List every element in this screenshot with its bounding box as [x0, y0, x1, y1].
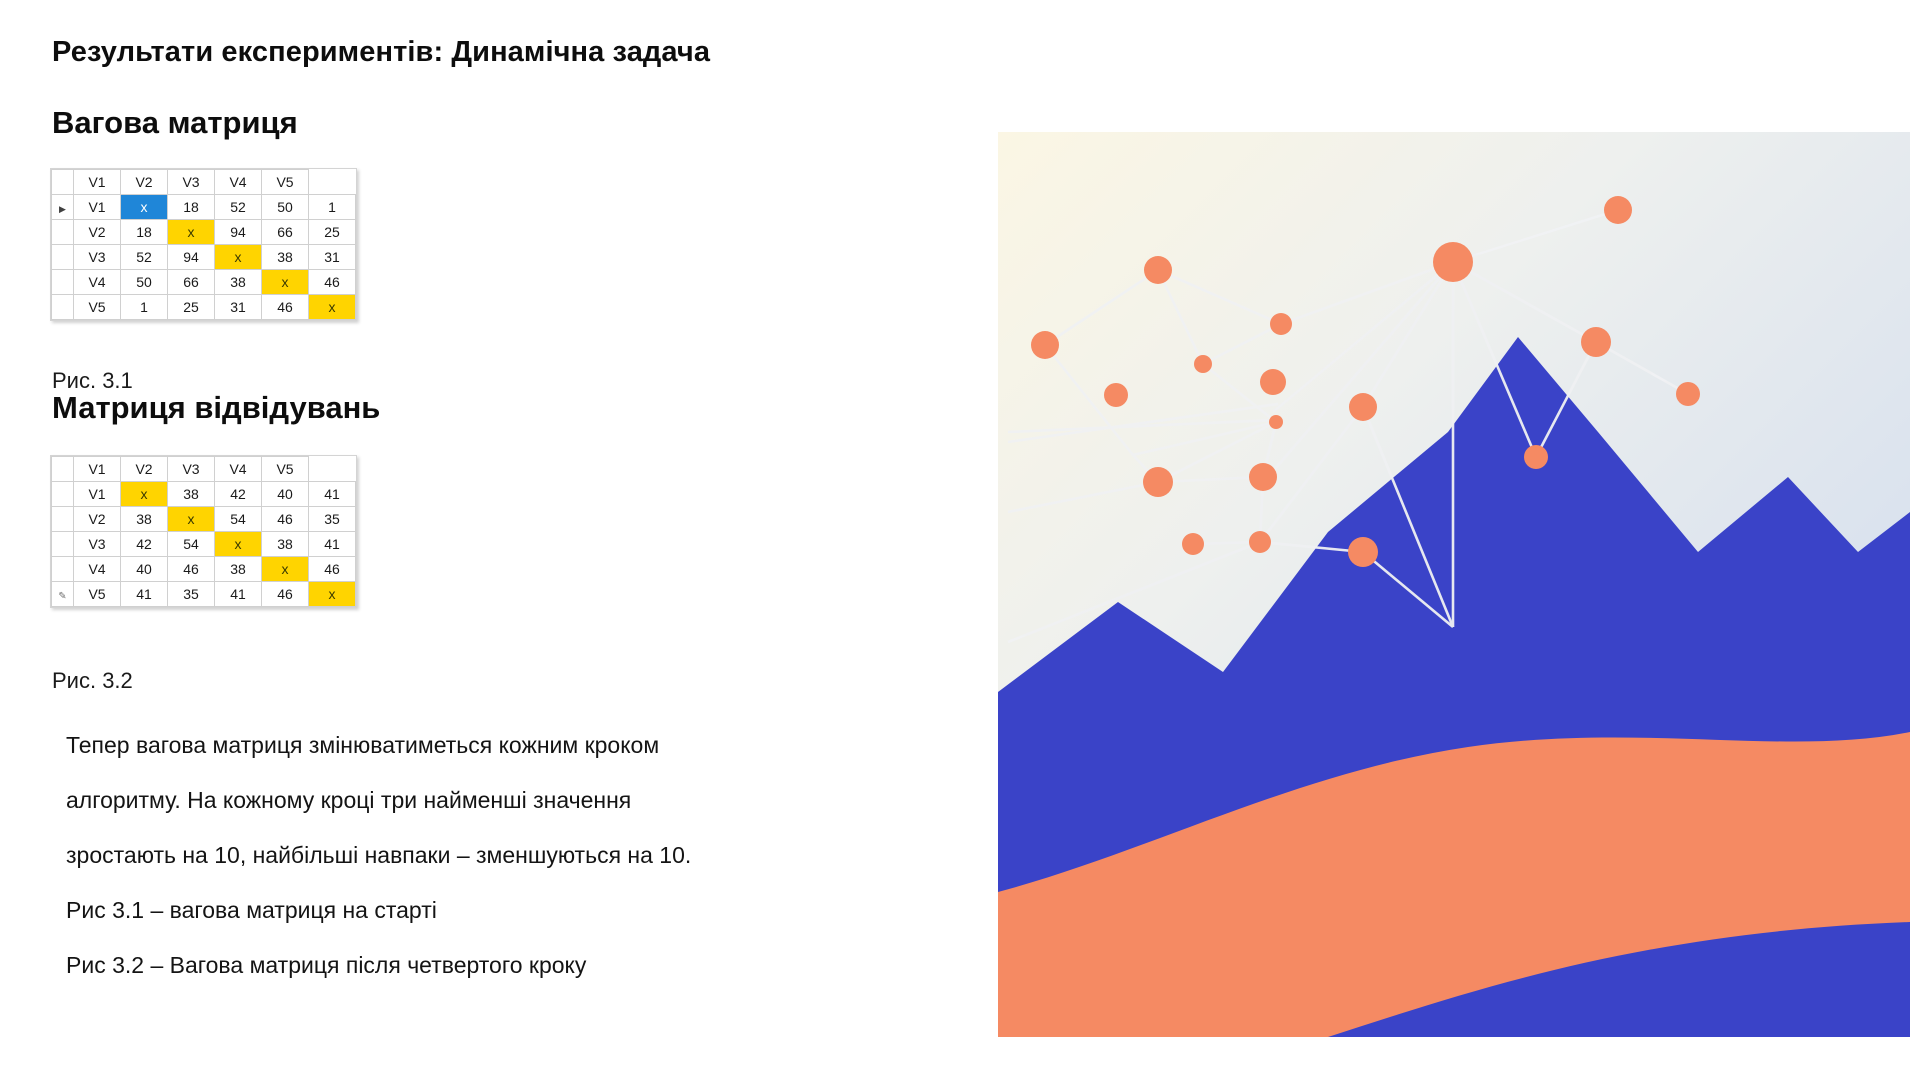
weight-matrix-table: [50, 168, 357, 321]
cell-v2-v3[interactable]: 54: [215, 507, 262, 532]
cell-v3-v2[interactable]: 54: [168, 532, 215, 557]
row-header: V3: [74, 245, 121, 270]
cell-v1-v1[interactable]: x: [121, 482, 168, 507]
cell-v3-v4[interactable]: 38: [262, 532, 309, 557]
graph-node: [1269, 415, 1283, 429]
row-marker[interactable]: [52, 582, 74, 607]
graph-node: [1260, 369, 1286, 395]
body-line-2: алгоритму. На кожному кроці три найменші значення: [66, 787, 632, 813]
graph-node: [1143, 467, 1173, 497]
cell-v5-v5[interactable]: x: [309, 295, 356, 320]
body-line-5: Рис 3.2 – Вагова матриця після четвертого кроку: [66, 952, 587, 978]
cell-v2-v1[interactable]: 38: [121, 507, 168, 532]
column-header: V2: [121, 170, 168, 195]
cell-v4-v3[interactable]: 38: [215, 270, 262, 295]
row-header: V4: [74, 557, 121, 582]
table-row: [52, 557, 356, 582]
cell-v3-v3[interactable]: x: [215, 245, 262, 270]
row-header: V1: [74, 482, 121, 507]
graph-node: [1433, 242, 1473, 282]
cell-v4-v4[interactable]: x: [262, 557, 309, 582]
table-row: [52, 482, 356, 507]
column-header: V1: [74, 170, 121, 195]
row-marker[interactable]: [52, 245, 74, 270]
column-header: V3: [168, 457, 215, 482]
cell-v1-v5[interactable]: 1: [309, 195, 356, 220]
cell-v4-v5[interactable]: 46: [309, 270, 356, 295]
cell-v5-v1[interactable]: 41: [121, 582, 168, 607]
cell-v2-v5[interactable]: 35: [309, 507, 356, 532]
figure-caption-1: Рис. 3.1: [52, 368, 133, 393]
cell-v5-v2[interactable]: 35: [168, 582, 215, 607]
row-header: V2: [74, 507, 121, 532]
row-marker[interactable]: [52, 507, 74, 532]
table-row: [52, 507, 356, 532]
cell-v4-v2[interactable]: 46: [168, 557, 215, 582]
table-row: [52, 220, 356, 245]
cell-v5-v3[interactable]: 41: [215, 582, 262, 607]
graph-node: [1581, 327, 1611, 357]
table-header-row: [52, 170, 356, 195]
body-line-3: зростають на 10, найбільші навпаки – зменшуються на 10.: [66, 842, 692, 868]
cell-v1-v3[interactable]: 52: [215, 195, 262, 220]
column-header: V1: [74, 457, 121, 482]
cell-v1-v4[interactable]: 50: [262, 195, 309, 220]
visit-matrix-grid: [51, 456, 356, 607]
cell-v1-v3[interactable]: 42: [215, 482, 262, 507]
cell-v1-v2[interactable]: 38: [168, 482, 215, 507]
cell-v2-v4[interactable]: 46: [262, 507, 309, 532]
corner-cell: [52, 457, 74, 482]
cell-v1-v2[interactable]: 18: [168, 195, 215, 220]
graph-node: [1194, 355, 1212, 373]
page-title: Результати експериментів: Динамічна задача: [52, 36, 711, 68]
cell-v2-v2[interactable]: x: [168, 507, 215, 532]
row-header: V5: [74, 582, 121, 607]
cell-v5-v3[interactable]: 31: [215, 295, 262, 320]
heading-weight-matrix: Вагова матриця: [52, 105, 298, 140]
body-line-4: Рис 3.1 – вагова матриця на старті: [66, 897, 437, 923]
cell-v4-v1[interactable]: 40: [121, 557, 168, 582]
graph-node: [1249, 463, 1277, 491]
graph-node: [1031, 331, 1059, 359]
row-marker[interactable]: [52, 270, 74, 295]
graph-node: [1348, 537, 1378, 567]
cell-v2-v3[interactable]: 94: [215, 220, 262, 245]
column-header: V4: [215, 170, 262, 195]
column-header: V5: [262, 457, 309, 482]
weight-matrix-grid: [51, 169, 356, 320]
graph-node: [1349, 393, 1377, 421]
table-row: [52, 532, 356, 557]
column-header: V3: [168, 170, 215, 195]
row-marker[interactable]: [52, 220, 74, 245]
table-row: [52, 245, 356, 270]
cell-v1-v1[interactable]: x: [121, 195, 168, 220]
body-text-block: [66, 718, 946, 993]
body-line-1: Тепер вагова матриця змінюватиметься кожним кроком: [66, 732, 660, 758]
graph-node: [1270, 313, 1292, 335]
graph-node: [1604, 196, 1632, 224]
cell-v3-v5[interactable]: 41: [309, 532, 356, 557]
table-row: [52, 582, 356, 607]
column-header: V4: [215, 457, 262, 482]
cell-v3-v3[interactable]: x: [215, 532, 262, 557]
row-marker[interactable]: [52, 557, 74, 582]
cell-v5-v2[interactable]: 25: [168, 295, 215, 320]
graph-node: [1249, 531, 1271, 553]
row-marker[interactable]: [52, 195, 74, 220]
cell-v3-v2[interactable]: 94: [168, 245, 215, 270]
row-marker[interactable]: [52, 482, 74, 507]
graph-node: [1182, 533, 1204, 555]
cell-v4-v3[interactable]: 38: [215, 557, 262, 582]
heading-visit-matrix: Матриця відвідувань: [52, 390, 381, 425]
figure-caption-2: Рис. 3.2: [52, 668, 133, 693]
row-marker[interactable]: [52, 532, 74, 557]
column-header: V5: [262, 170, 309, 195]
cell-v3-v5[interactable]: 31: [309, 245, 356, 270]
column-header: V2: [121, 457, 168, 482]
cell-v4-v5[interactable]: 46: [309, 557, 356, 582]
cell-v2-v5[interactable]: 25: [309, 220, 356, 245]
cell-v4-v4[interactable]: x: [262, 270, 309, 295]
cell-v2-v2[interactable]: x: [168, 220, 215, 245]
cell-v1-v4[interactable]: 40: [262, 482, 309, 507]
cell-v5-v5[interactable]: x: [309, 582, 356, 607]
table-row: [52, 295, 356, 320]
visit-matrix-table: [50, 455, 357, 608]
cell-v4-v2[interactable]: 66: [168, 270, 215, 295]
cell-v3-v1[interactable]: 52: [121, 245, 168, 270]
cell-v5-v4[interactable]: 46: [262, 582, 309, 607]
row-header: V5: [74, 295, 121, 320]
row-header: V1: [74, 195, 121, 220]
cell-v3-v4[interactable]: 38: [262, 245, 309, 270]
illustration-canvas: [998, 132, 1910, 1037]
cell-v2-v1[interactable]: 18: [121, 220, 168, 245]
cell-v3-v1[interactable]: 42: [121, 532, 168, 557]
cell-v1-v5[interactable]: 41: [309, 482, 356, 507]
row-header: V3: [74, 532, 121, 557]
table-row: [52, 195, 356, 220]
cell-v5-v4[interactable]: 46: [262, 295, 309, 320]
graph-node: [1676, 382, 1700, 406]
cell-v5-v1[interactable]: 1: [121, 295, 168, 320]
graph-node: [1524, 445, 1548, 469]
row-header: V2: [74, 220, 121, 245]
table-header-row: [52, 457, 356, 482]
row-header: V4: [74, 270, 121, 295]
graph-network-illustration: [998, 132, 1910, 1037]
cell-v4-v1[interactable]: 50: [121, 270, 168, 295]
graph-node: [1144, 256, 1172, 284]
table-row: [52, 270, 356, 295]
corner-cell: [52, 170, 74, 195]
edit-pencil-icon: ✎: [58, 591, 67, 602]
row-marker[interactable]: [52, 295, 74, 320]
graph-node: [1104, 383, 1128, 407]
row-selector-arrow-icon: ▶: [59, 204, 66, 214]
cell-v2-v4[interactable]: 66: [262, 220, 309, 245]
